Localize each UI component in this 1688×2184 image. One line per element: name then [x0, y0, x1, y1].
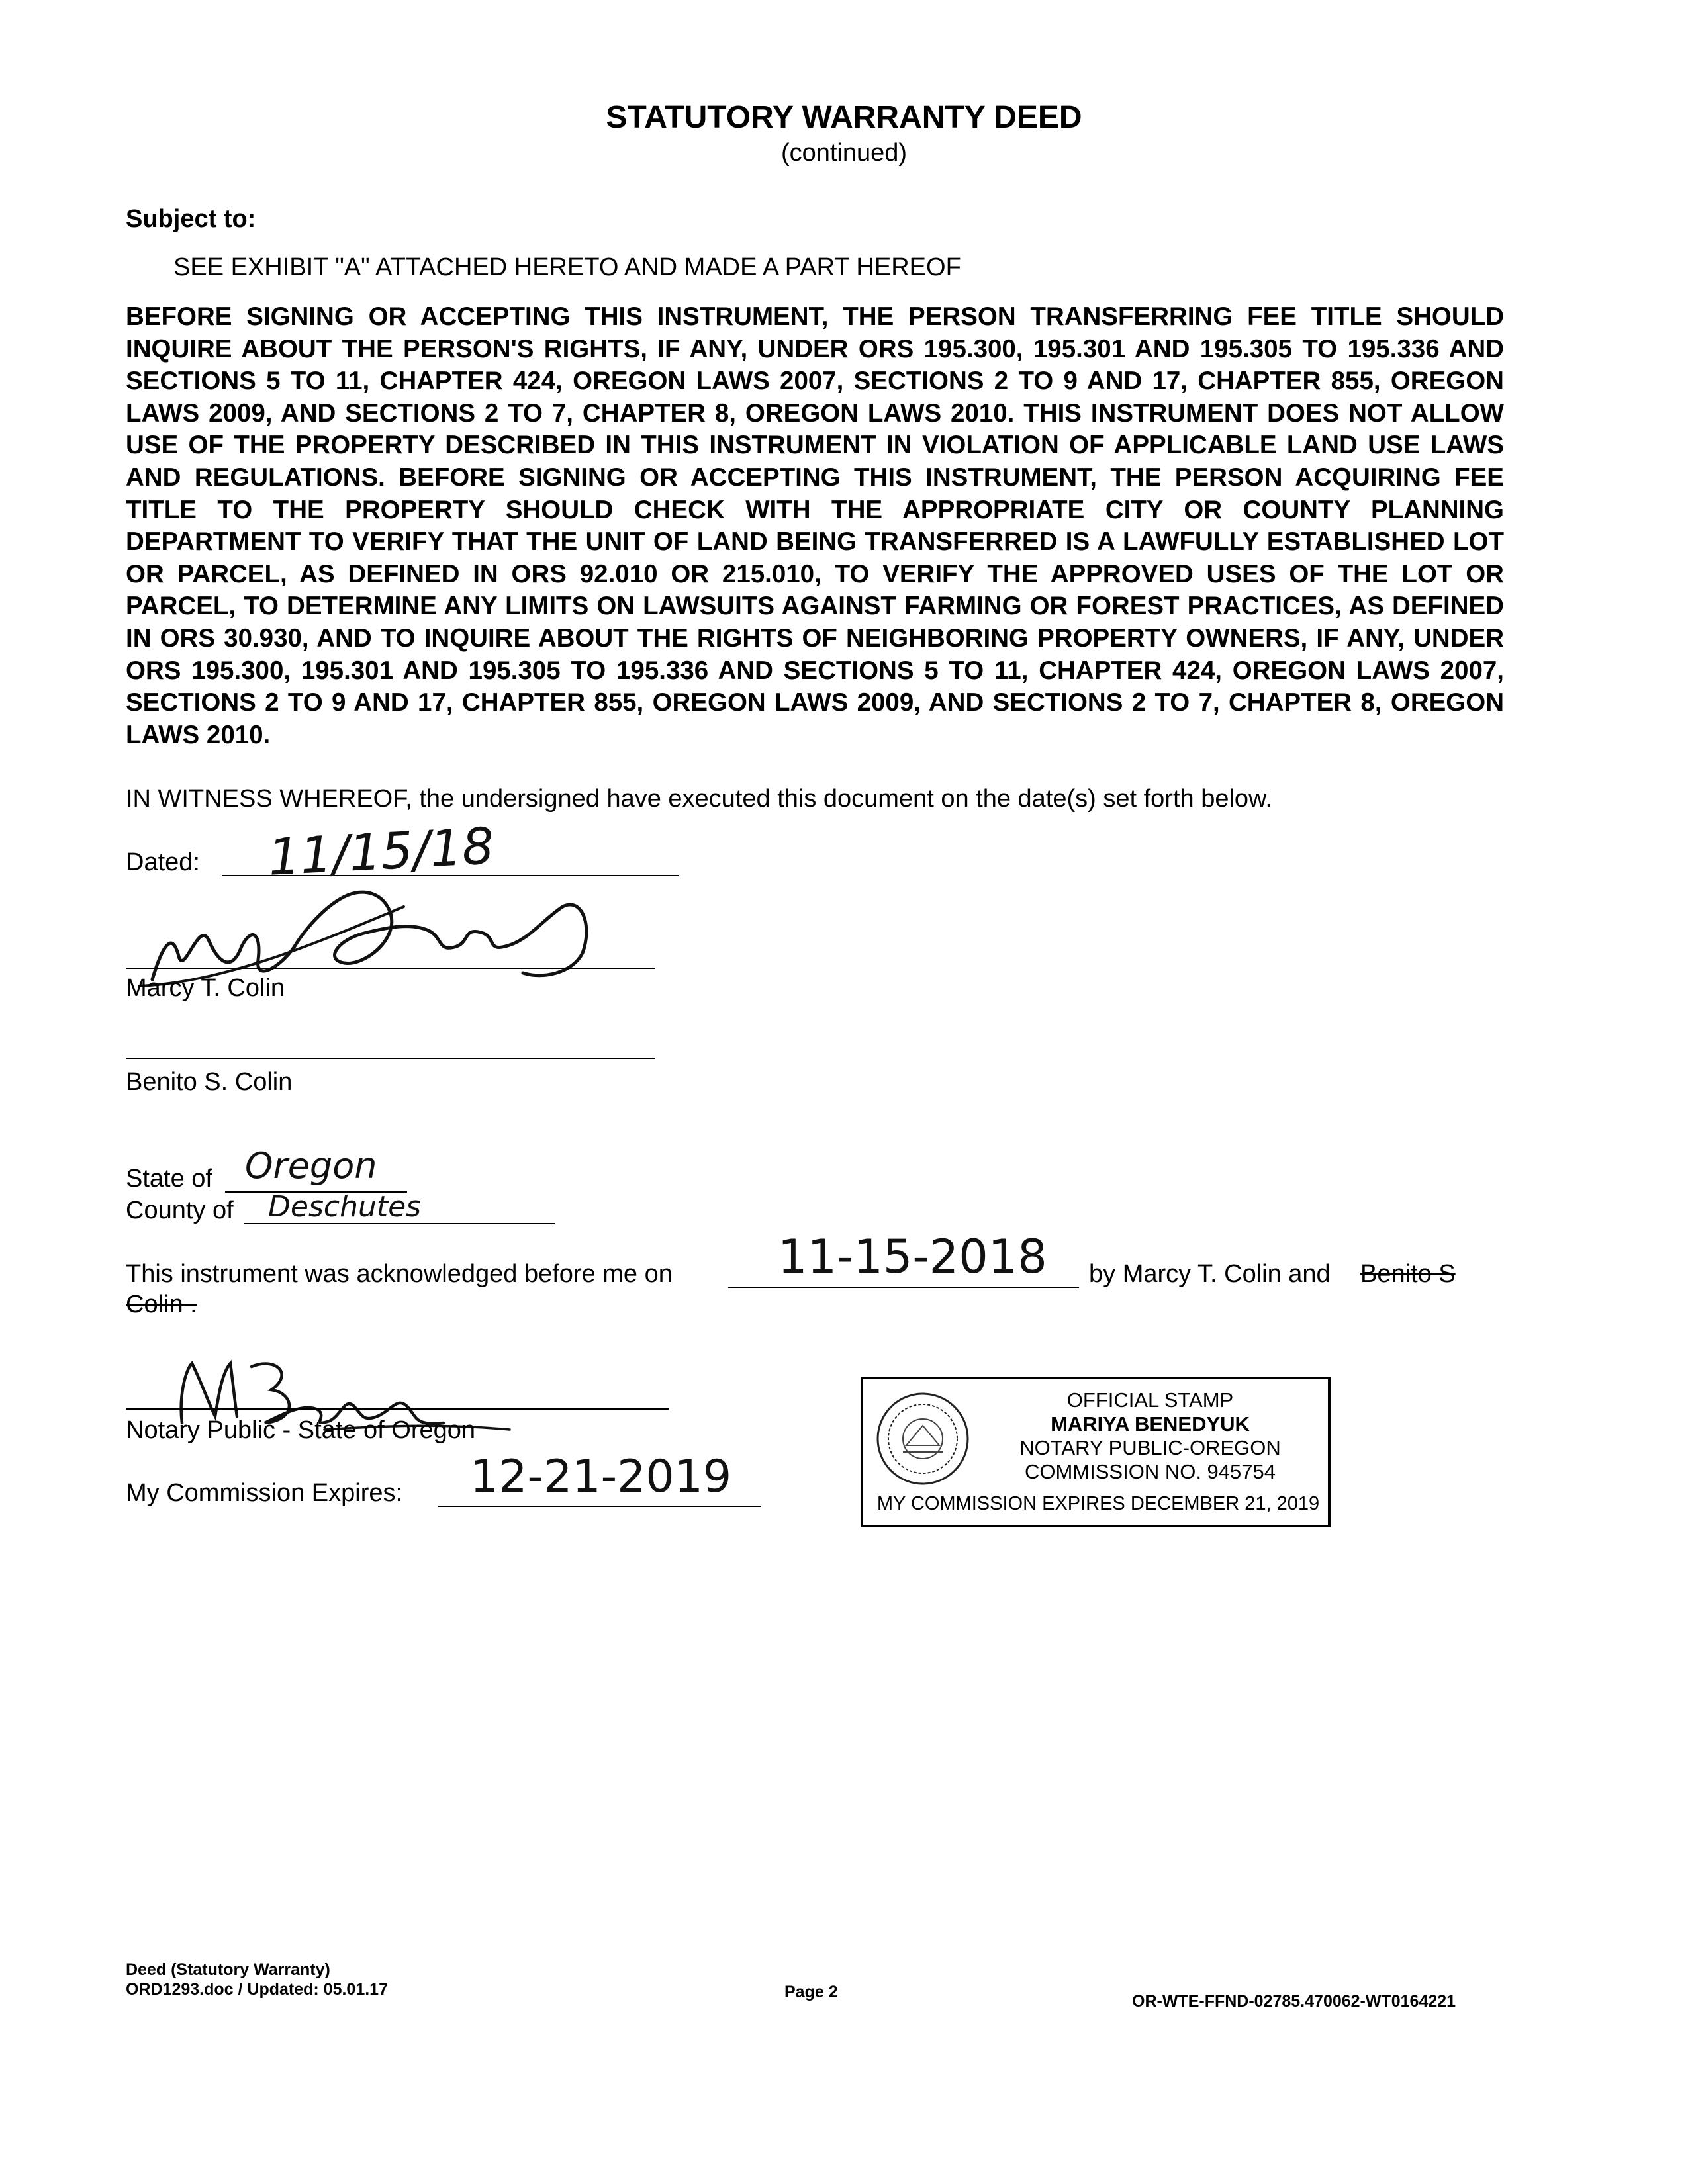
commission-expires-handwritten-value: 12-21-2019 [470, 1451, 732, 1503]
commission-expires-label: My Commission Expires: [126, 1479, 403, 1507]
notary-signature-line [126, 1408, 669, 1410]
acknowledgment-struck-name: Benito S [1360, 1260, 1456, 1288]
signer1-signature-line [126, 968, 655, 969]
official-notary-stamp [861, 1377, 1331, 1527]
witness-statement: IN WITNESS WHEREOF, the undersigned have executed this document on the date(s) set forth below. [126, 785, 1272, 813]
acknowledgment-handwritten-date: 11-15-2018 [778, 1230, 1047, 1284]
signer1-name: Marcy T. Colin [126, 974, 285, 1002]
subject-heading: Subject to: [126, 205, 256, 233]
exhibit-reference: SEE EXHIBIT "A" ATTACHED HERETO AND MADE A PART HEREOF [173, 253, 961, 281]
statutory-warning-paragraph: BEFORE SIGNING OR ACCEPTING THIS INSTRUMENT, THE PERSON TRANSFERRING FEE TITLE SHOULD INQUIRE ABOUT THE PERSON'S RIGHTS, IF ANY, UNDER ORS 195.300, 195.301 AND 195.305 TO 195.336 AND SECTIONS 5 TO 11, CHAPTER 424, OREGON LAWS 2007, SECTIONS 2 TO 9 AND 17, CHAPTER 855, OREGON LAWS 2009, AND SECTIONS 2 TO 7, CHAPTER 8, OREGON LAWS 2010. THIS INSTRUMENT DOES NOT ALLOW USE OF THE PROPERTY DESCRIBED IN THIS INSTRUMENT IN VIOLATION OF APPLICABLE LAND USE LAWS AND REGULATIONS. BEFORE SIGNING OR ACCEPTING THIS INSTRUMENT, THE PERSON ACQUIRING FEE TITLE TO THE PROPERTY SHOULD CHECK WITH THE APPROPRIATE CITY OR COUNTY PLANNING DEPARTMENT TO VERIFY THAT THE UNIT OF LAND BEING TRANSFERRED IS A LAWFULLY ESTABLISHED LOT OR PARCEL, AS DEFINED IN ORS 92.010 OR 215.010, TO VERIFY THE APPROVED USES OF THE LOT OR PARCEL, TO DETERMINE ANY LIMITS ON LAWSUITS AGAINST FARMING OR FOREST PRACTICES, AS DEFINED IN ORS 30.930, AND TO INQUIRE ABOUT THE RIGHTS OF NEIGHBORING PROPERTY OWNERS, IF ANY, UNDER ORS 195.300, 195.301 AND 195.305 TO 195.336 AND SECTIONS 5 TO 11, CHAPTER 424, OREGON LAWS 2007, SECTIONS 2 TO 9 AND 17, CHAPTER 855, OREGON LAWS 2009, AND SECTIONS 2 TO 7, CHAPTER 8, OREGON LAWS 2010. [126, 302, 1504, 749]
stamp-notary-title: NOTARY PUBLIC-OREGON [1019, 1436, 1281, 1459]
county-label: County of [126, 1197, 234, 1224]
state-handwritten-value: Oregon [245, 1145, 377, 1187]
state-label: State of [126, 1165, 212, 1193]
dated-label: Dated: [126, 848, 200, 876]
signer2-name: Benito S. Colin [126, 1068, 293, 1096]
footer-file-number: OR-WTE-FFND-02785.470062-WT0164221 [1132, 1992, 1456, 2011]
footer-page-number: Page 2 [784, 1983, 838, 2001]
footer-form-name: Deed (Statutory Warranty) [126, 1960, 330, 1979]
commission-expires-line [438, 1506, 761, 1507]
acknowledgment-date-line [728, 1287, 1079, 1288]
footer-form-version: ORD1293.doc / Updated: 05.01.17 [126, 1980, 388, 1999]
acknowledgment-signer: by Marcy T. Colin and [1089, 1260, 1331, 1288]
stamp-heading: OFFICIAL STAMP [1066, 1388, 1234, 1412]
document-title: STATUTORY WARRANTY DEED [606, 100, 1082, 135]
stamp-notary-name: MARIYA BENEDYUK [1051, 1412, 1250, 1435]
stamp-commission-number: COMMISSION NO. 945754 [1024, 1460, 1276, 1483]
county-handwritten-value: Deschutes [268, 1190, 422, 1224]
acknowledgment-prefix: This instrument was acknowledged before me on [126, 1260, 673, 1288]
signer2-signature-line [126, 1058, 655, 1059]
dated-handwritten-value: 11/15/18 [266, 816, 496, 887]
notary-public-label: Notary Public - State of Oregon [126, 1416, 476, 1444]
stamp-expiration: MY COMMISSION EXPIRES DECEMBER 21, 2019 [876, 1493, 1320, 1514]
document-subtitle: (continued) [780, 139, 908, 167]
acknowledgment-struck-name-cont: Colin . [126, 1291, 197, 1318]
oregon-state-seal-icon [873, 1389, 972, 1488]
